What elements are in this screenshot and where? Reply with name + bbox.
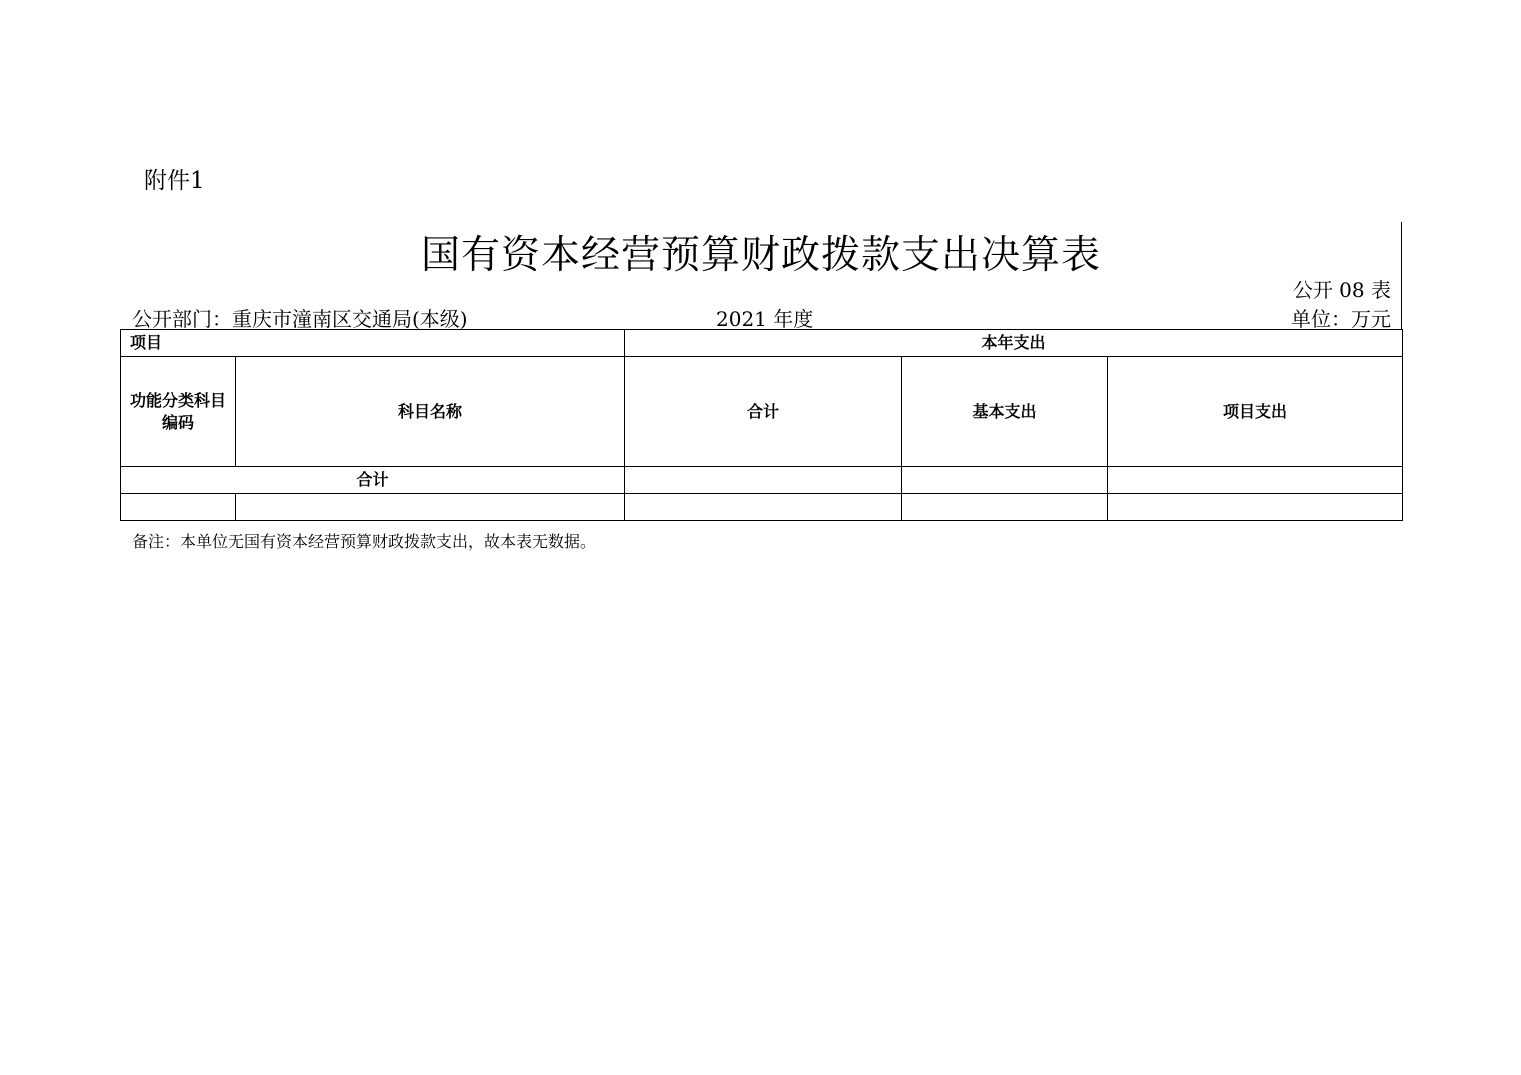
- total-value-cell: [625, 467, 902, 494]
- header-item: 项目: [121, 330, 625, 357]
- table-row: [121, 494, 1403, 521]
- attachment-label: 附件1: [144, 168, 205, 194]
- col-function-code: [121, 357, 236, 467]
- table-header-row: [121, 330, 1403, 357]
- department-label: 公开部门：重庆市潼南区交通局(本级): [132, 307, 468, 331]
- col-total: 合计: [625, 357, 902, 467]
- empty-cell: [902, 494, 1108, 521]
- meta-row: [132, 303, 1391, 331]
- empty-cell: [625, 494, 902, 521]
- col-project-expense: 项目支出: [1108, 357, 1403, 467]
- col-basic-expense: 基本支出: [902, 357, 1108, 467]
- col-subject-name: 科目名称: [236, 357, 625, 467]
- total-project-cell: [1108, 467, 1403, 494]
- total-row-label: 合计: [121, 467, 625, 494]
- empty-cell: [1108, 494, 1403, 521]
- empty-cell: [236, 494, 625, 521]
- footnote: 备注：本单位无国有资本经营预算财政拨款支出，故本表无数据。: [132, 532, 597, 551]
- fiscal-year: 2021 年度: [716, 307, 814, 331]
- budget-table: [120, 329, 1403, 521]
- total-basic-cell: [902, 467, 1108, 494]
- table-subheader-row: [121, 357, 1403, 467]
- table-total-row: [121, 467, 1403, 494]
- empty-cell: [121, 494, 236, 521]
- unit-label: 单位：万元: [1291, 307, 1391, 331]
- page-title: 国有资本经营预算财政拨款支出决算表: [420, 233, 1101, 278]
- col-function-code-label: 功能分类科目编码: [129, 390, 226, 432]
- header-current-year: 本年支出: [625, 330, 1403, 357]
- form-number: 公开 08 表: [1292, 278, 1391, 302]
